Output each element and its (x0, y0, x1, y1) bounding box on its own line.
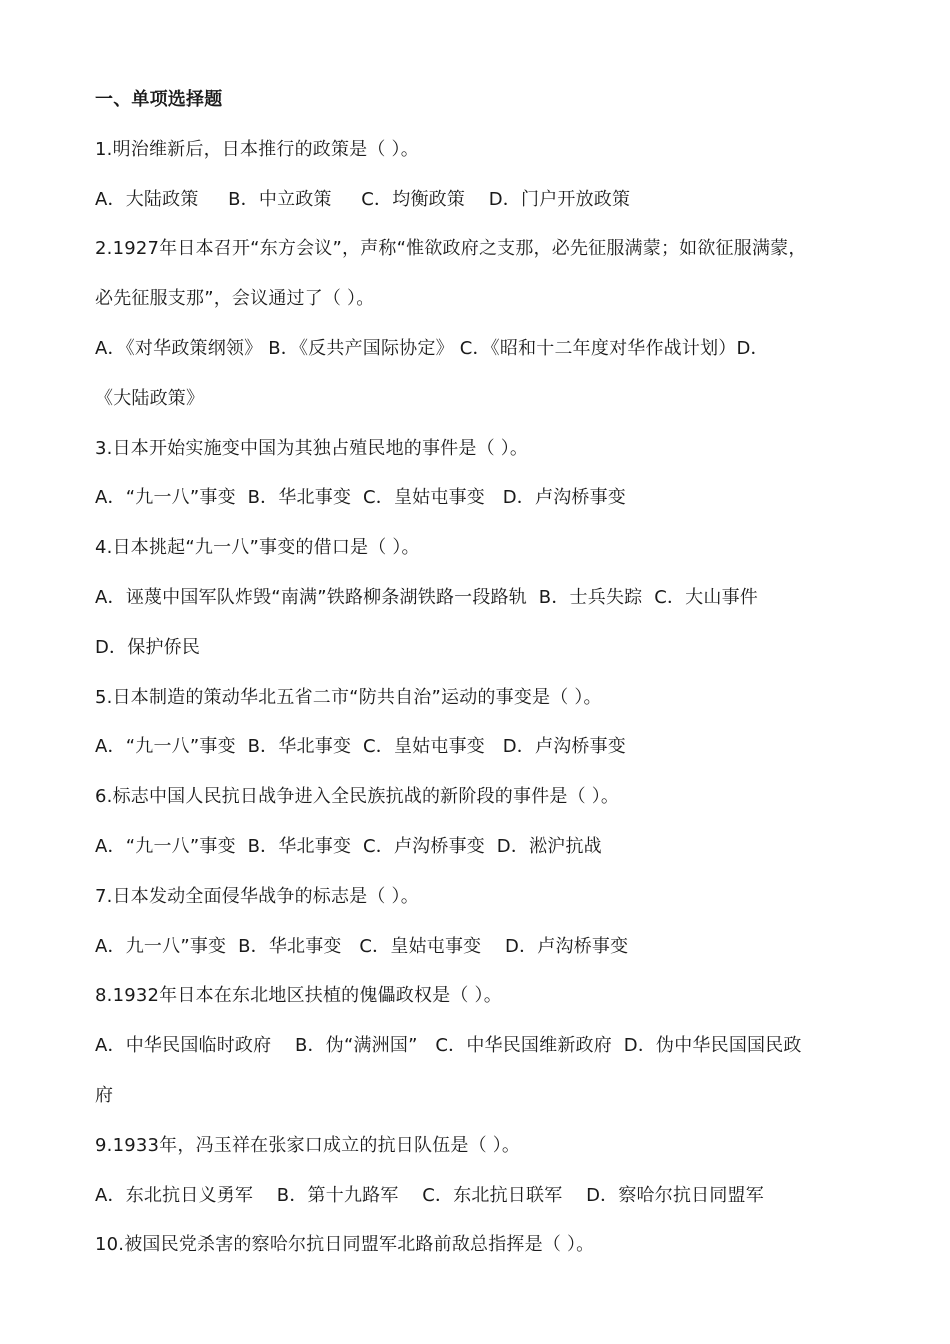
question-5-options: A．“九一八”事变 B．华北事变 C．皇姑屯事变 D．卢沟桥事变 (95, 736, 626, 758)
question-9: 9.1933年，冯玉祥在张家口成立的抗日队伍是（ ）。 (95, 1134, 521, 1156)
question-8-options: A．中华民国临时政府 B．伪“满洲国” C．中华民国维新政府 D．伪中华民国国民政 (95, 1035, 802, 1057)
question-8-options-continued: 府 (95, 1084, 114, 1106)
question-3-options: A．“九一八”事变 B．华北事变 C．皇姑屯事变 D．卢沟桥事变 (95, 487, 626, 509)
question-10: 10.被国民党杀害的察哈尔抗日同盟军北路前敌总指挥是（ ）。 (95, 1234, 595, 1256)
question-6: 6.标志中国人民抗日战争进入全民族抗战的新阶段的事件是（ ）。 (95, 786, 620, 808)
question-1: 1.明治维新后，日本推行的政策是（ ）。 (95, 138, 419, 160)
question-2: 2.1927年日本召开“东方会议”，声称“惟欲政府之支那，必先征服满蒙；如欲征服满蒙， (95, 238, 807, 260)
question-9-options: A．东北抗日义勇军 B．第十九路军 C．东北抗日联军 D．察哈尔抗日同盟军 (95, 1184, 764, 1206)
question-4-options: A．诬蔑中国军队炸毁“南满”铁路柳条湖铁路一段路轨 B．士兵失踪 C．大山事件 (95, 586, 758, 608)
question-3: 3.日本开始实施变中国为其独占殖民地的事件是（ ）。 (95, 437, 529, 459)
question-7-options: A．九一八”事变 B．华北事变 C．皇姑屯事变 D．卢沟桥事变 (95, 935, 629, 957)
question-1-options: A．大陆政策 B．中立政策 C．均衡政策 D．门户开放政策 (95, 188, 631, 210)
question-6-options: A．“九一八”事变 B．华北事变 C．卢沟桥事变 D．淞沪抗战 (95, 835, 602, 857)
section-title: 一、单项选择题 (95, 89, 223, 110)
question-4-options-continued: D．保护侨民 (95, 636, 201, 658)
document-page (95, 85, 865, 1280)
question-5: 5.日本制造的策动华北五省二市“防共自治”运动的事变是（ ）。 (95, 686, 602, 708)
question-7: 7.日本发动全面侵华战争的标志是（ ）。 (95, 885, 419, 907)
question-4: 4.日本挑起“九一八”事变的借口是（ ）。 (95, 537, 420, 559)
question-2-continued: 必先征服支那”，会议通过了（ ）。 (95, 288, 375, 310)
question-2-options-continued: 《大陆政策》 (95, 387, 205, 409)
question-2-options: A．《对华政策纲领》 B．《反共产国际协定》 C．《昭和十二年度对华作战计划）D． (95, 337, 769, 359)
question-8: 8.1932年日本在东北地区扶植的傀儡政权是（ ）。 (95, 985, 502, 1007)
